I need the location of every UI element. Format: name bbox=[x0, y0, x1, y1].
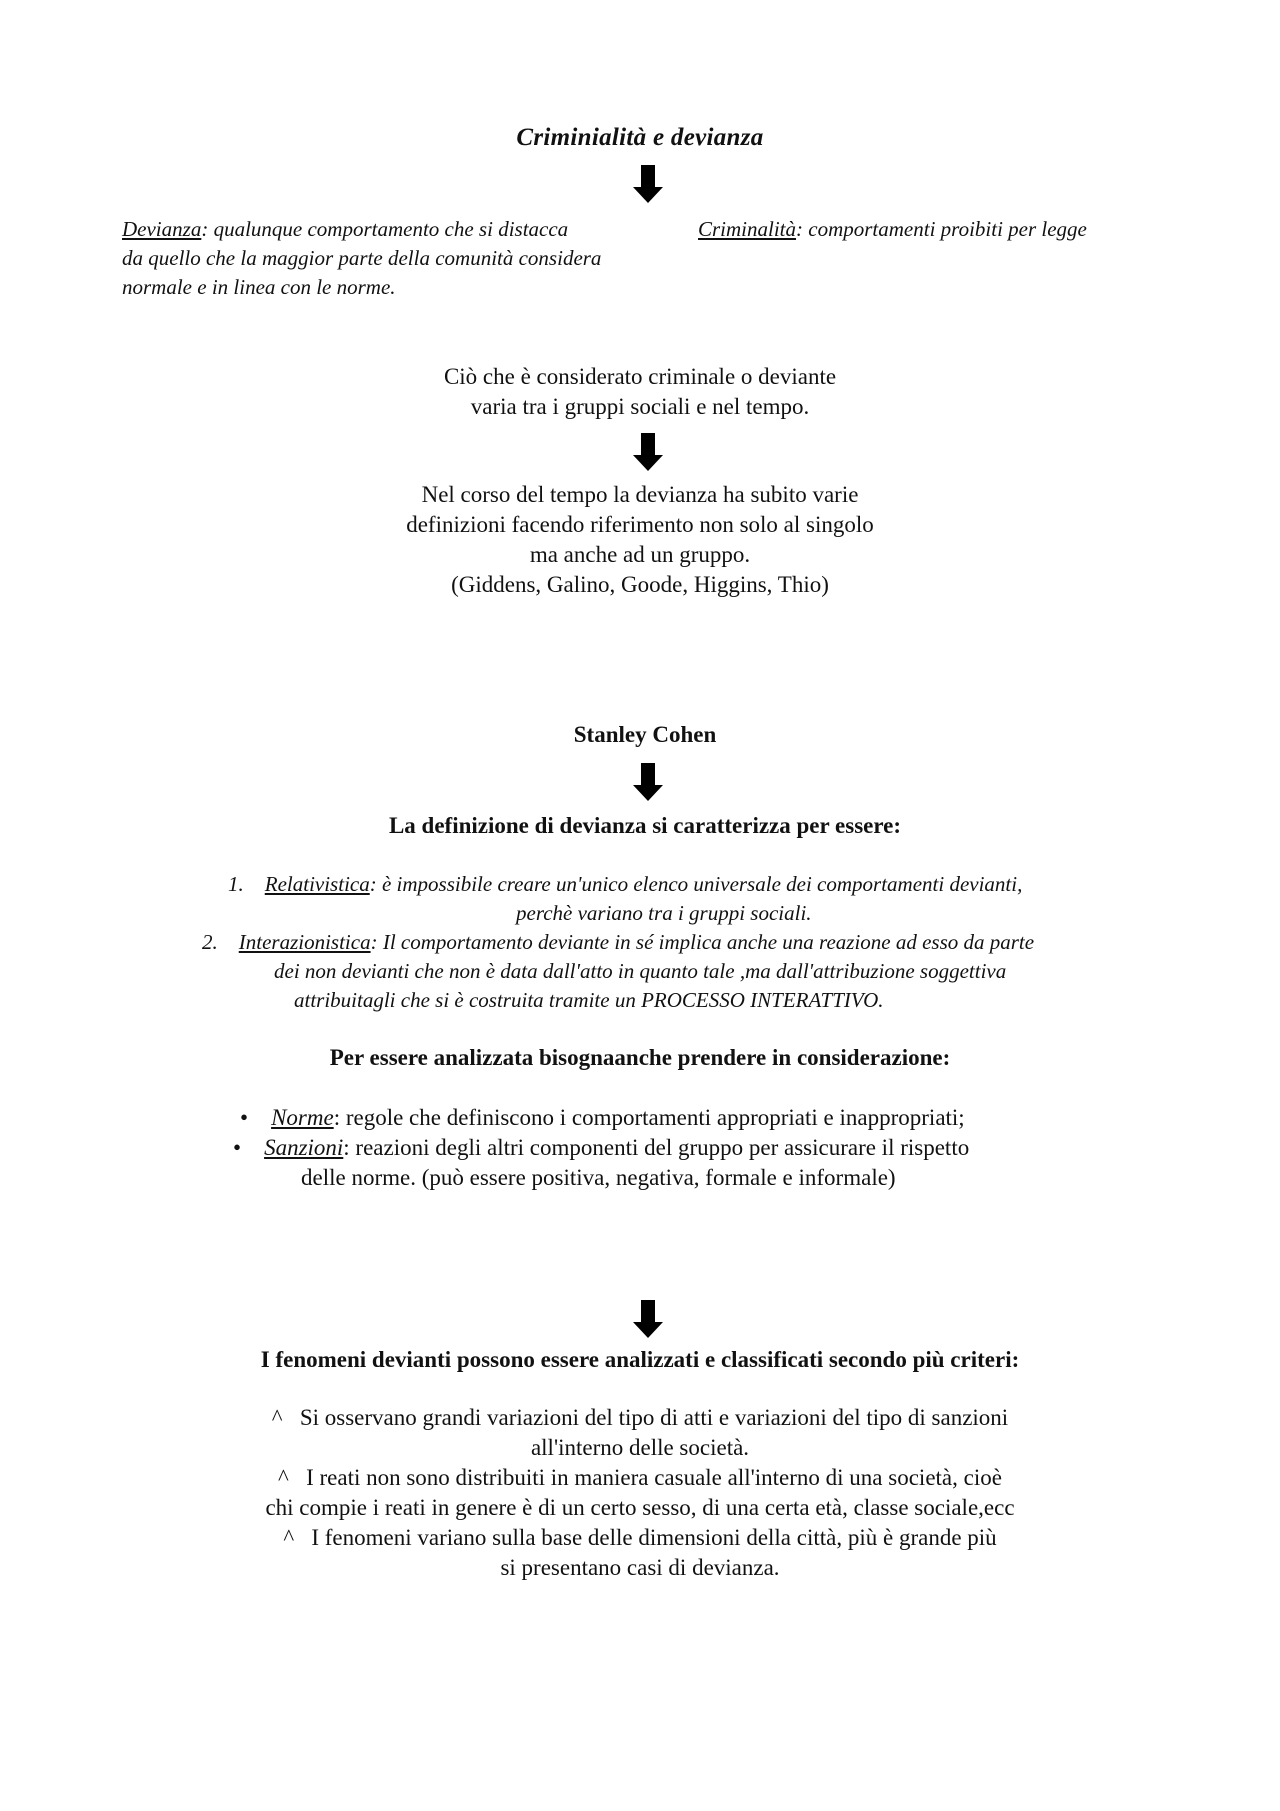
cohen-item-2 bbox=[202, 928, 1252, 1015]
sanzioni-line-2: delle norme. (può essere positiva, negativa, formale e informale) bbox=[301, 1165, 896, 1190]
cohen-heading: La definizione di devianza si caratterizza per essere: bbox=[388, 813, 902, 838]
devianza-line-2: da quello che la maggior parte della comunità considera bbox=[122, 246, 602, 270]
block2-line-2: definizioni facendo riferimento non solo al singolo bbox=[406, 512, 874, 537]
point-3-line-1: I fenomeni variano sulla base delle dimensioni della città, più è grande più bbox=[311, 1525, 997, 1550]
caret-icon: ^ bbox=[278, 1465, 289, 1490]
criminalita-term: Criminalità bbox=[698, 217, 797, 241]
bullet-icon: • bbox=[240, 1105, 249, 1130]
item-2-term: Interazionistica bbox=[238, 930, 371, 954]
item-2-line-3: attribuitagli che si è costruita tramite un PROCESSO INTERATTIVO. bbox=[294, 988, 884, 1012]
arrow-down-icon bbox=[633, 433, 663, 473]
item-1-line-2: perchè variano tra i gruppi sociali. bbox=[516, 901, 812, 925]
block1-line-1: Ciò che è considerato criminale o deviante bbox=[443, 364, 837, 389]
phenomena-point-1 bbox=[190, 1403, 1090, 1463]
bullet-sanzioni bbox=[233, 1133, 1233, 1193]
phenomena-heading: I fenomeni devianti possono essere analizzati e classificati secondo più criteri: bbox=[260, 1347, 1020, 1372]
point-2-line-1: I reati non sono distribuiti in maniera casuale all'interno di una società, cioè bbox=[306, 1465, 1002, 1490]
devianza-term: Devianza bbox=[122, 217, 202, 241]
arrow-down-icon bbox=[633, 763, 663, 803]
arrow-down-icon bbox=[633, 1300, 663, 1340]
norme-line-1: : regole che definiscono i comportamenti appropriati e inappropriati; bbox=[333, 1105, 965, 1130]
item-2-line-2: dei non devianti che non è data dall'atto in quanto tale ,ma dall'attribuzione soggettiva bbox=[274, 959, 1007, 983]
sanzioni-term: Sanzioni bbox=[264, 1135, 344, 1160]
arrow-down-icon bbox=[633, 165, 663, 205]
norme-term: Norme bbox=[271, 1105, 334, 1130]
block1-line-2: varia tra i gruppi sociali e nel tempo. bbox=[470, 394, 810, 419]
point-1-line-1: Si osservano grandi variazioni del tipo di atti e variazioni del tipo di sanzioni bbox=[299, 1405, 1009, 1430]
point-1-line-2: all'interno delle società. bbox=[530, 1435, 750, 1460]
criminalita-definition bbox=[698, 215, 1258, 244]
phenomena-point-2 bbox=[190, 1463, 1090, 1523]
bullet-icon: • bbox=[233, 1135, 242, 1160]
criminalita-text: : comportamenti proibiti per legge bbox=[796, 217, 1087, 241]
bullet-norme bbox=[240, 1103, 1240, 1133]
block2-line-1: Nel corso del tempo la devianza ha subito varie bbox=[421, 482, 859, 507]
caret-icon: ^ bbox=[271, 1405, 283, 1430]
point-3-line-2: si presentano casi di devianza. bbox=[500, 1555, 780, 1580]
block2-line-3: ma anche ad un gruppo. bbox=[529, 542, 751, 567]
point-2-line-2: chi compie i reati in genere è di un certo sesso, di una certa età, classe sociale,ecc bbox=[265, 1495, 1015, 1520]
block2-citation: (Giddens, Galino, Goode, Higgins, Thio) bbox=[451, 572, 829, 597]
item-2-number: 2. bbox=[202, 930, 218, 954]
analysis-heading: Per essere analizzata bisognaanche prendere in considerazione: bbox=[329, 1045, 951, 1070]
deviance-history-text bbox=[340, 480, 940, 600]
cohen-name: Stanley Cohen bbox=[573, 722, 717, 747]
caret-icon: ^ bbox=[283, 1525, 295, 1550]
item-1-line-1: : è impossibile creare un'unico elenco universale dei comportamenti devianti, bbox=[369, 872, 1023, 896]
criminal-variation-text bbox=[340, 362, 940, 422]
devianza-line-1: : qualunque comportamento che si distacca bbox=[201, 217, 569, 241]
devianza-line-3: normale e in linea con le norme. bbox=[122, 275, 396, 299]
item-1-number: 1. bbox=[228, 872, 244, 896]
page-title: Criminialità e devianza bbox=[516, 124, 764, 151]
phenomena-point-3 bbox=[190, 1523, 1090, 1583]
item-1-term: Relativistica bbox=[264, 872, 370, 896]
item-2-line-1: : Il comportamento deviante in sé implica anche una reazione ad esso da parte bbox=[370, 930, 1035, 954]
devianza-definition bbox=[122, 215, 682, 302]
cohen-item-1 bbox=[228, 870, 1228, 928]
sanzioni-line-1: : reazioni degli altri componenti del gruppo per assicurare il rispetto bbox=[343, 1135, 970, 1160]
